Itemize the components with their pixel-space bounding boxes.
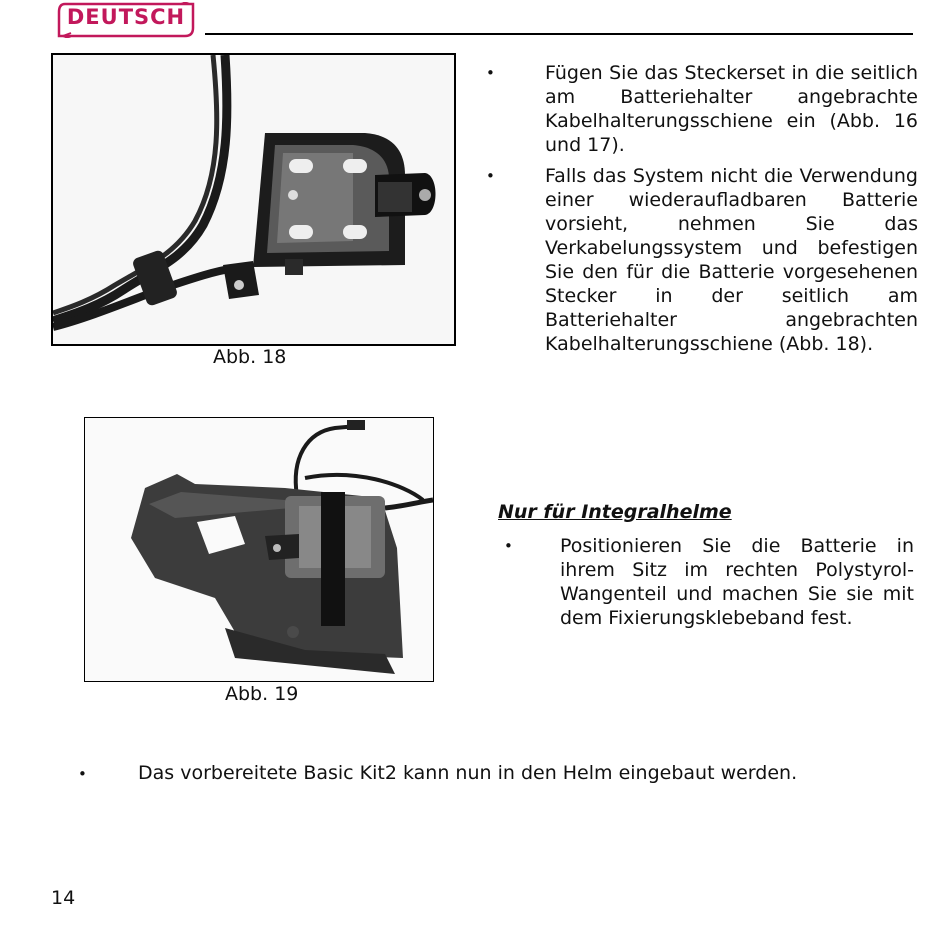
instruction-list [486,61,918,356]
section-list [504,534,914,630]
bullet-glyph: • [504,537,513,555]
list-item [504,534,914,630]
list-item-text: Falls das System nicht die Verwendung einer wiederaufladbaren Batterie vorsieht, nehmen Sie das Verkabelungssystem und befestigen Sie den für die Batterie vorgesehenen Stecker in der seitlich am Batteriehalter angebrachten Kabelhalterungsschiene (Abb. 18). [545,165,918,355]
bullet-glyph: • [486,64,495,82]
list-item [486,61,918,157]
figure-19-photo [84,417,434,682]
list-item-text: Fügen Sie das Steckerset in die seitlich am Batteriehalter angebrachte Kabelhalterungsschiene ein (Abb. 16 und 17). [545,62,918,156]
figure-18-caption: Abb. 18 [213,346,287,368]
bullet-glyph: • [486,167,495,185]
final-instruction: Das vorbereitete Basic Kit2 kann nun in den Helm eingebaut werden. [138,762,798,784]
cheek-pad-illustration [85,418,433,681]
header-rule [205,33,913,35]
language-tab [57,2,195,38]
list-item [486,164,918,356]
figure-19-caption: Abb. 19 [225,683,299,705]
section-heading: Nur für Integralhelme [498,501,732,523]
language-label: DEUTSCH [66,5,186,29]
figure-18-photo [51,53,456,346]
list-item-text: Positionieren Sie die Batterie in ihrem Sitz im rechten Polystyrol-Wangenteil und machen Sie sie mit dem Fixierungsklebeband fest. [560,535,914,629]
battery-holder-illustration [53,55,454,344]
bullet-glyph: • [78,765,87,783]
page-number: 14 [51,887,76,909]
